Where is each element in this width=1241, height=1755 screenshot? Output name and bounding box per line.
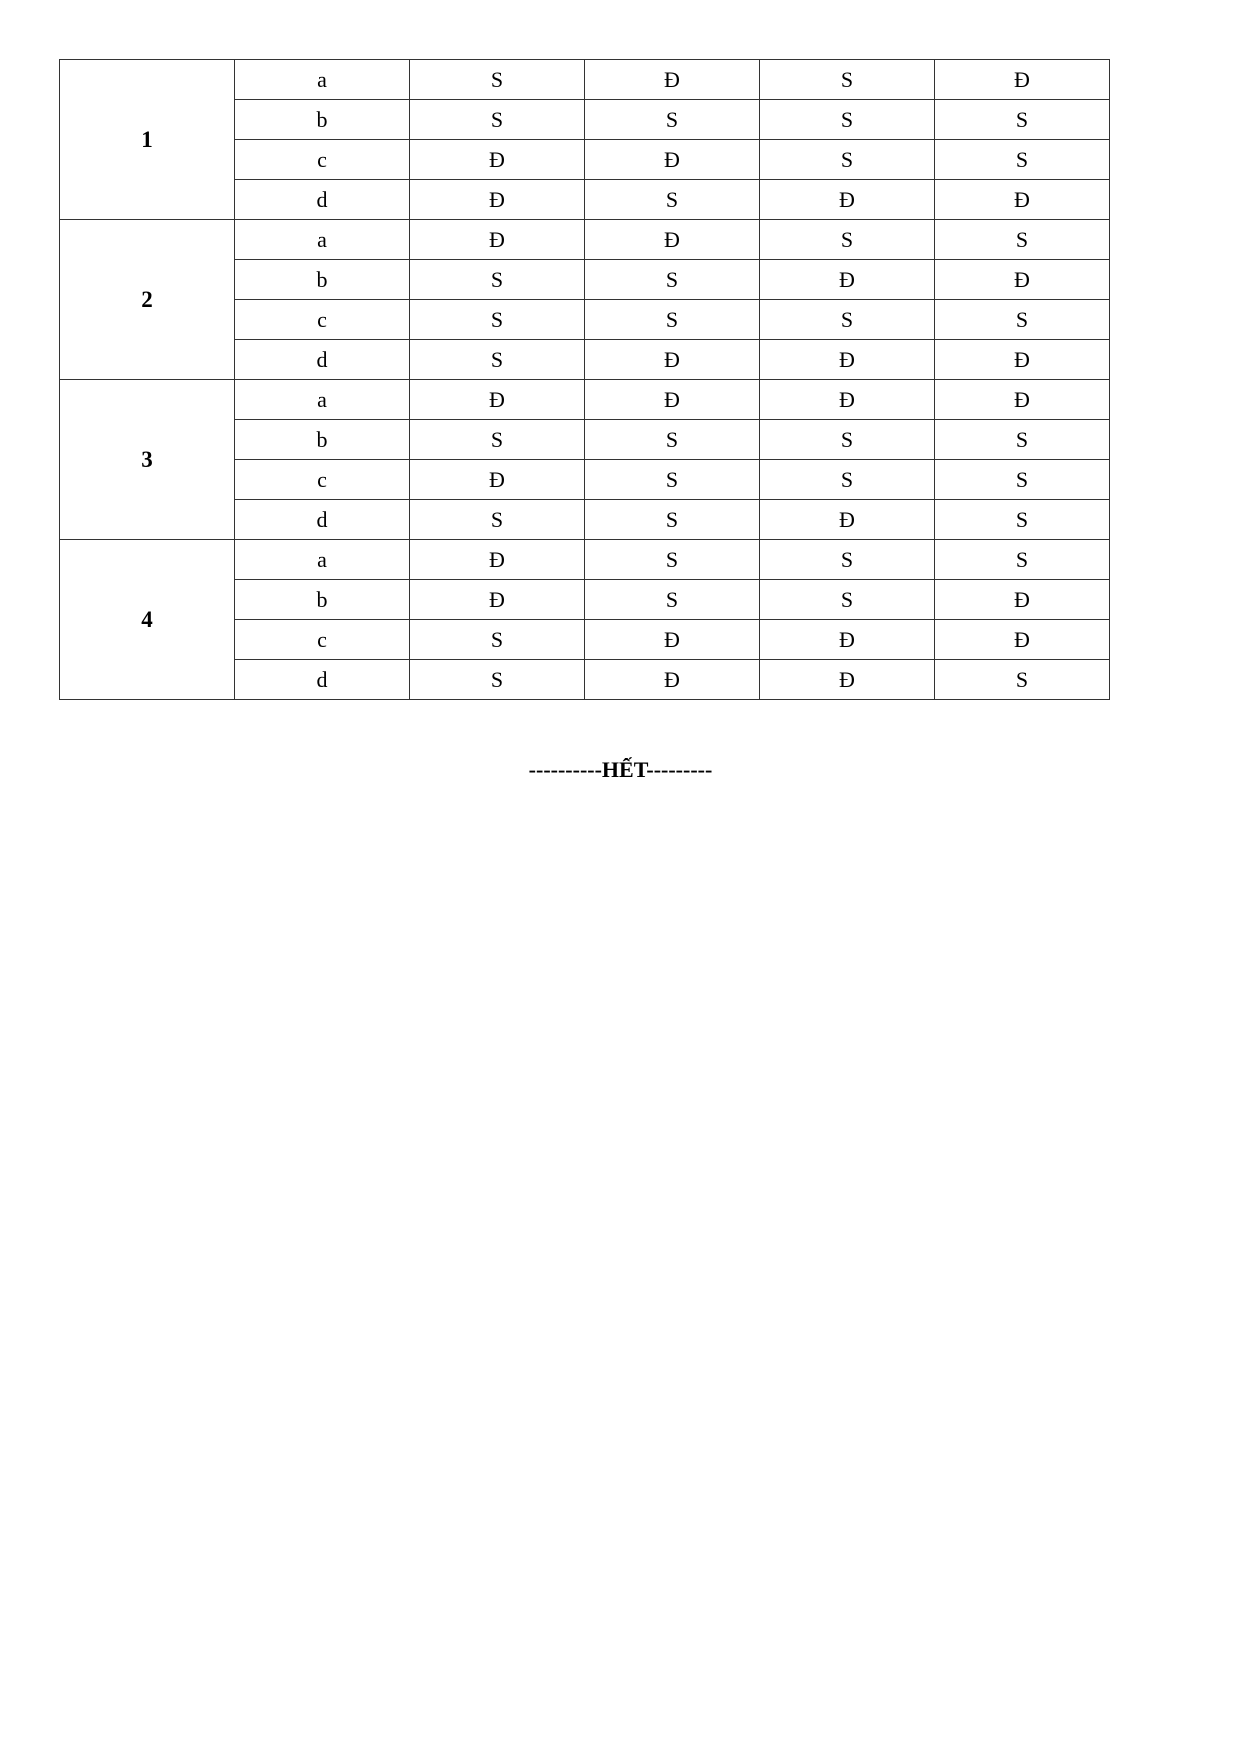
answer-cell: S — [760, 460, 935, 500]
answer-cell: Đ — [585, 660, 760, 700]
answer-cell: S — [585, 420, 760, 460]
answer-cell: S — [410, 620, 585, 660]
part-label-cell: c — [235, 300, 410, 340]
answer-cell: Đ — [935, 380, 1110, 420]
table-row — [60, 380, 1110, 420]
answer-cell: Đ — [760, 500, 935, 540]
answer-cell: Đ — [935, 180, 1110, 220]
answer-cell: S — [935, 420, 1110, 460]
answer-cell: S — [585, 540, 760, 580]
answer-cell: Đ — [585, 380, 760, 420]
answer-cell: S — [935, 460, 1110, 500]
answer-cell: Đ — [585, 340, 760, 380]
part-label-cell: d — [235, 340, 410, 380]
answer-cell: S — [410, 300, 585, 340]
question-number-cell: 3 — [60, 380, 235, 540]
part-label-cell: b — [235, 580, 410, 620]
answer-cell: Đ — [410, 180, 585, 220]
part-label-cell: b — [235, 420, 410, 460]
answer-table-body — [60, 60, 1110, 700]
answer-cell: Đ — [935, 620, 1110, 660]
answer-cell: S — [410, 340, 585, 380]
answer-cell: S — [410, 60, 585, 100]
part-label-cell: b — [235, 100, 410, 140]
part-label-cell: a — [235, 380, 410, 420]
part-label-cell: a — [235, 60, 410, 100]
answer-cell: S — [585, 300, 760, 340]
answer-cell: S — [935, 220, 1110, 260]
answer-cell: S — [935, 300, 1110, 340]
answer-cell: S — [935, 100, 1110, 140]
answer-cell: Đ — [760, 660, 935, 700]
answer-cell: S — [585, 100, 760, 140]
answer-cell: Đ — [585, 620, 760, 660]
part-label-cell: a — [235, 540, 410, 580]
answer-cell: S — [935, 660, 1110, 700]
answer-cell: S — [760, 420, 935, 460]
part-label-cell: c — [235, 460, 410, 500]
answer-cell: S — [585, 580, 760, 620]
answer-cell: S — [935, 140, 1110, 180]
answer-cell: S — [760, 580, 935, 620]
answer-cell: Đ — [935, 260, 1110, 300]
answer-cell: S — [760, 300, 935, 340]
answer-cell: Đ — [585, 220, 760, 260]
question-number-cell: 2 — [60, 220, 235, 380]
question-number-cell: 1 — [60, 60, 235, 220]
answer-cell: S — [760, 220, 935, 260]
answer-cell: S — [935, 540, 1110, 580]
answer-cell: Đ — [935, 580, 1110, 620]
part-label-cell: d — [235, 180, 410, 220]
answer-cell: Đ — [410, 460, 585, 500]
answer-cell: S — [410, 260, 585, 300]
answer-cell: S — [935, 500, 1110, 540]
answer-cell: S — [760, 140, 935, 180]
answer-table — [59, 59, 1110, 700]
answer-cell: S — [410, 420, 585, 460]
answer-cell: S — [410, 500, 585, 540]
answer-cell: Đ — [760, 260, 935, 300]
answer-cell: Đ — [585, 60, 760, 100]
answer-cell: Đ — [410, 140, 585, 180]
answer-cell: Đ — [760, 620, 935, 660]
answer-cell: S — [410, 100, 585, 140]
answer-cell: Đ — [410, 220, 585, 260]
part-label-cell: b — [235, 260, 410, 300]
answer-cell: S — [585, 180, 760, 220]
part-label-cell: d — [235, 660, 410, 700]
table-row — [60, 60, 1110, 100]
table-row — [60, 220, 1110, 260]
table-row — [60, 540, 1110, 580]
answer-cell: Đ — [410, 380, 585, 420]
answer-cell: Đ — [935, 340, 1110, 380]
answer-cell: S — [760, 60, 935, 100]
part-label-cell: d — [235, 500, 410, 540]
answer-cell: S — [585, 500, 760, 540]
answer-cell: Đ — [935, 60, 1110, 100]
part-label-cell: c — [235, 140, 410, 180]
answer-cell: S — [585, 460, 760, 500]
answer-cell: S — [585, 260, 760, 300]
answer-cell: S — [410, 660, 585, 700]
answer-cell: Đ — [760, 380, 935, 420]
answer-cell: Đ — [410, 580, 585, 620]
answer-cell: Đ — [760, 340, 935, 380]
end-mark: ----------HẾT--------- — [528, 757, 713, 782]
answer-cell: Đ — [585, 140, 760, 180]
answer-cell: Đ — [410, 540, 585, 580]
part-label-cell: c — [235, 620, 410, 660]
answer-cell: Đ — [760, 180, 935, 220]
answer-cell: S — [760, 100, 935, 140]
answer-cell: S — [760, 540, 935, 580]
part-label-cell: a — [235, 220, 410, 260]
question-number-cell: 4 — [60, 540, 235, 700]
